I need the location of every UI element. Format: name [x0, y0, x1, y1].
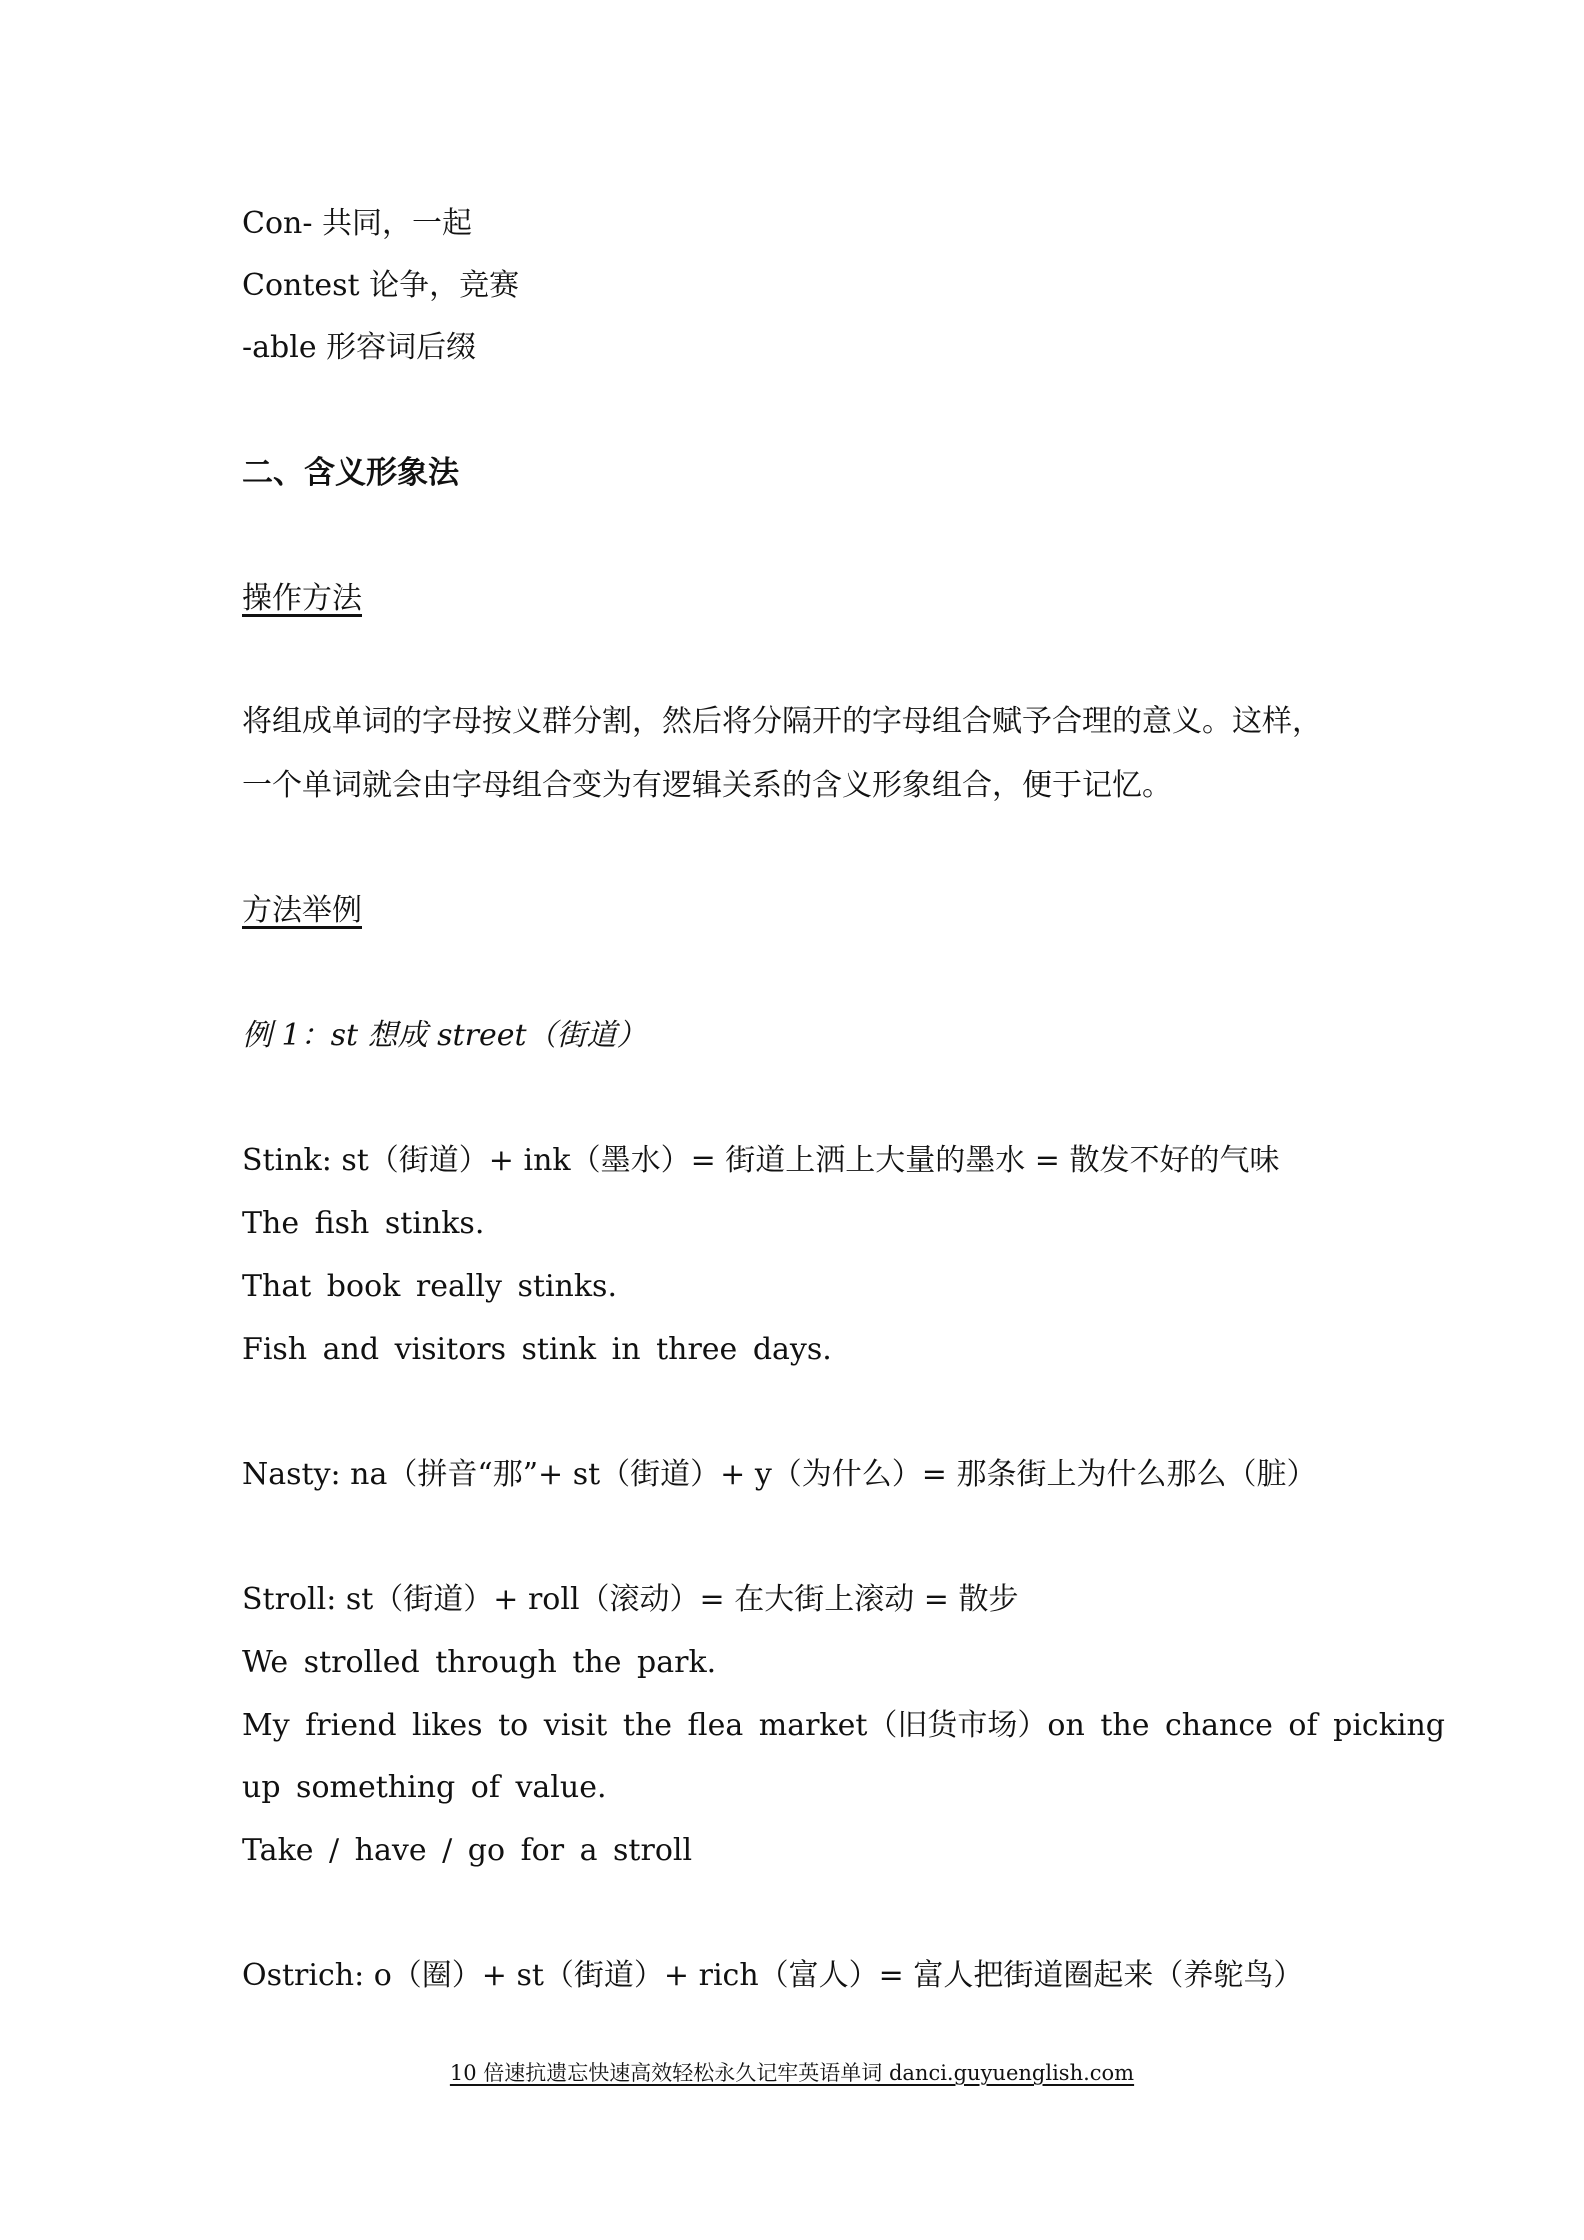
method-heading: 操作方法: [242, 581, 362, 616]
stink-sentence-2: That book really stinks.: [242, 1269, 617, 1304]
method-text-line-2: 一个单词就会由字母组合变为有逻辑关系的含义形象组合，便于记忆。: [242, 768, 1172, 803]
stink-sentence-1: The fish stinks.: [242, 1206, 485, 1241]
page-footer: [0, 2058, 1584, 2088]
prefix-contest: Contest 论争，竞赛: [242, 268, 520, 303]
stroll-sentence-3: up something of value.: [242, 1770, 607, 1805]
examples-heading: 方法举例: [242, 893, 362, 928]
stink-formula: Stink: st（街道）+ ink（墨水）= 街道上洒上大量的墨水 = 散发不好的气味: [242, 1143, 1280, 1178]
stroll-sentence-1: We strolled through the park.: [242, 1645, 717, 1680]
ostrich-formula: Ostrich: o（圈）+ st（街道）+ rich（富人）= 富人把街道圈起来（养鸵鸟）: [242, 1958, 1304, 1993]
stroll-sentence-4: Take / have / go for a stroll: [242, 1833, 693, 1868]
stink-sentence-3: Fish and visitors stink in three days.: [242, 1332, 832, 1367]
example-title: 例 1：st 想成 street（街道）: [242, 1018, 647, 1053]
footer-link-text[interactable]: 10 倍速抗遗忘快速高效轻松永久记牢英语单词 danci.guyuenglish.com: [449, 2061, 1135, 2085]
section-title: 二、含义形象法: [242, 455, 459, 491]
prefix-con: Con- 共同，一起: [242, 206, 473, 241]
suffix-able: -able 形容词后缀: [242, 330, 477, 365]
nasty-formula: Nasty: na（拼音“那”+ st（街道）+ y（为什么）= 那条街上为什么那么（脏）: [242, 1457, 1317, 1492]
stroll-formula: Stroll: st（街道）+ roll（滚动）= 在大街上滚动 = 散步: [242, 1582, 1019, 1617]
method-text-line-1: 将组成单词的字母按义群分割，然后将分隔开的字母组合赋予合理的意义。这样，: [242, 704, 1322, 739]
stroll-sentence-2: My friend likes to visit the flea market（旧货市场）on the chance of picking: [242, 1708, 1446, 1743]
